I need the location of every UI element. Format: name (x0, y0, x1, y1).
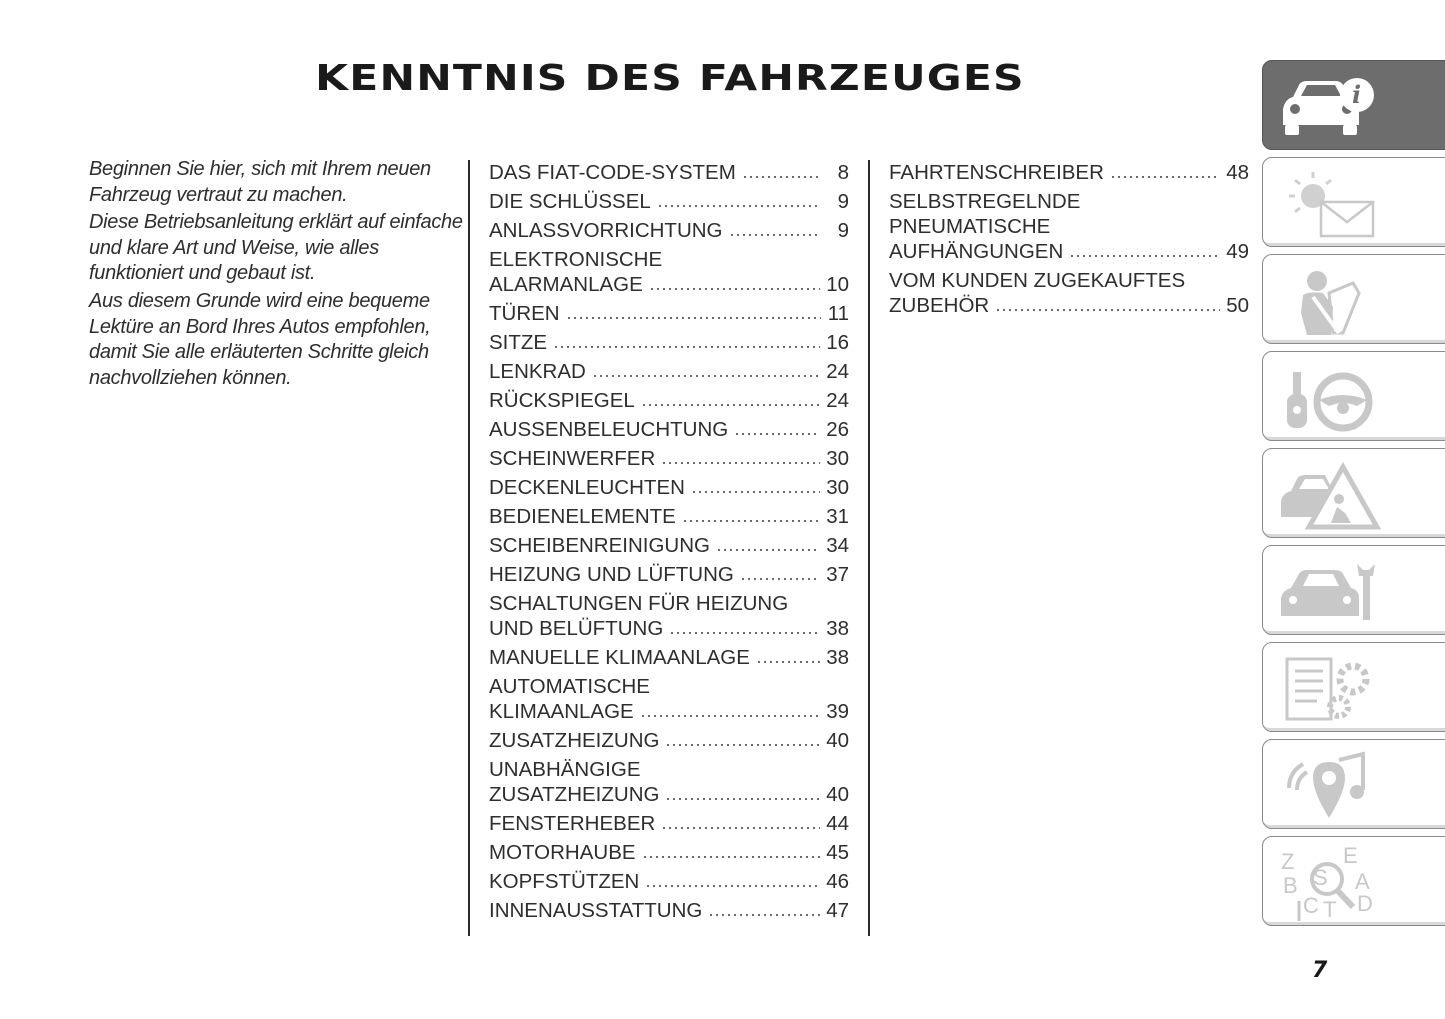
toc-entry-title-line: SELBSTREGELNDE (889, 190, 1081, 213)
toc-entry[interactable] (489, 811, 849, 836)
dot-leader (553, 346, 820, 348)
toc-entry[interactable] (489, 417, 849, 442)
dot-leader (708, 914, 820, 916)
toc-entry-label: KLIMAANLAGE (489, 700, 634, 723)
dot-leader (740, 578, 820, 580)
toc-entry-label: HEIZUNG UND LÜFTUNG (489, 563, 734, 586)
toc-entry-row (489, 898, 849, 923)
intro-paragraph: Diese Betriebsanleitung erklärt auf einfache und klare Art und Weise, wie alles funktioniert und gebaut ist. (89, 211, 463, 285)
toc-entry-label: MANUELLE KLIMAANLAGE (489, 646, 750, 669)
index-letter: A (1355, 869, 1370, 894)
toc-entry-label: KOPFSTÜTZEN (489, 870, 640, 893)
tab-knowledge-of-vehicle[interactable] (1262, 60, 1445, 150)
dot-leader (682, 520, 820, 522)
toc-entry-page: 48 (1226, 161, 1249, 184)
intro-text (89, 157, 464, 393)
toc-entry-row (889, 239, 1249, 264)
dot-leader (661, 462, 820, 464)
toc-entry-page: 38 (826, 646, 849, 669)
toc-entry-label: TÜREN (489, 302, 560, 325)
toc-entry[interactable] (489, 869, 849, 894)
toc-entry[interactable] (489, 189, 849, 214)
toc-entry-title-line: UNABHÄNGIGE (489, 758, 641, 781)
index-letter: T (1323, 897, 1337, 922)
column-divider (868, 160, 870, 936)
toc-entry-row (489, 562, 849, 587)
dot-leader (669, 632, 820, 634)
dot-leader (657, 205, 821, 207)
dot-leader (641, 404, 820, 406)
toc-entry[interactable] (489, 446, 849, 471)
toc-entry-label: DIE SCHLÜSSEL (489, 190, 651, 213)
toc-entry-row (489, 533, 849, 558)
toc-entry[interactable] (489, 475, 849, 500)
toc-entry[interactable] (489, 301, 849, 326)
toc-entry-page: 47 (826, 899, 849, 922)
toc-entry-page: 11 (827, 302, 849, 325)
toc-entry-row (489, 446, 849, 471)
index-letter: S (1313, 865, 1328, 890)
toc-entry-row (489, 189, 849, 214)
table-of-contents-column-2 (889, 160, 1249, 322)
dot-leader (1069, 255, 1220, 257)
toc-entry-page: 46 (826, 870, 849, 893)
dot-leader (665, 744, 820, 746)
toc-entry[interactable] (489, 728, 849, 753)
toc-entry[interactable] (889, 268, 1249, 318)
index-letter: Z (1281, 849, 1295, 874)
page-title: KENNTNIS DES FAHRZEUGES (315, 58, 1025, 99)
tab-starting-driving[interactable] (1262, 351, 1445, 441)
toc-entry-label: SCHEIBENREINIGUNG (489, 534, 710, 557)
technical-data-icon (1273, 651, 1383, 727)
toc-entry[interactable] (489, 533, 849, 558)
toc-entry-row (489, 782, 849, 807)
toc-entry-row (489, 160, 849, 185)
toc-entry[interactable] (489, 898, 849, 923)
toc-entry-page: 31 (826, 505, 849, 528)
toc-entry-title-line: AUTOMATISCHE (489, 675, 650, 698)
svg-text:i: i (1352, 80, 1362, 109)
dot-leader (716, 549, 820, 551)
tab-index[interactable] (1262, 836, 1445, 926)
dot-leader (566, 317, 821, 319)
column-divider (468, 160, 470, 936)
toc-entry-page: 8 (837, 161, 849, 184)
dot-leader (995, 309, 1220, 311)
toc-entry-label: ANLASSVORRICHTUNG (489, 219, 723, 242)
index-letter: B (1283, 873, 1298, 898)
index-icon (1273, 845, 1383, 925)
intro-paragraph: Beginnen Sie hier, sich mit Ihrem neuen Fahrzeug vertraut zu machen. (89, 158, 431, 206)
tab-technical-data[interactable] (1262, 642, 1445, 732)
toc-entry-row (489, 504, 849, 529)
toc-entry-page: 37 (826, 563, 849, 586)
toc-entry[interactable] (489, 840, 849, 865)
page-number: 7 (1312, 958, 1328, 983)
multimedia-icon (1273, 748, 1383, 824)
toc-entry-row (489, 475, 849, 500)
toc-entry[interactable] (489, 330, 849, 355)
dot-leader (649, 288, 820, 290)
toc-entry-page: 45 (826, 841, 849, 864)
toc-entry[interactable] (489, 218, 849, 243)
toc-entry-row (489, 330, 849, 355)
toc-entry-label: INNENAUSSTATTUNG (489, 899, 703, 922)
toc-entry-row (889, 293, 1249, 318)
tab-multimedia[interactable] (1262, 739, 1445, 829)
toc-entry-row (489, 699, 849, 724)
toc-entry-page: 26 (826, 418, 849, 441)
index-letter: E (1343, 845, 1358, 868)
emergency-car-icon (1273, 457, 1383, 533)
dot-leader (729, 234, 821, 236)
toc-entry-page: 24 (826, 389, 849, 412)
dot-leader (645, 885, 820, 887)
key-steering-wheel-icon (1273, 360, 1383, 436)
tab-safety[interactable] (1262, 254, 1445, 344)
toc-entry-row (489, 811, 849, 836)
toc-entry-page: 40 (826, 783, 849, 806)
dot-leader (642, 856, 821, 858)
toc-entry-page: 44 (826, 812, 849, 835)
toc-entry-row (489, 359, 849, 384)
dot-leader (756, 661, 820, 663)
toc-entry-row (489, 616, 849, 641)
car-info-icon (1273, 69, 1383, 145)
toc-entry[interactable] (489, 674, 849, 724)
toc-entry[interactable] (889, 189, 1249, 264)
toc-entry-row (489, 218, 849, 243)
warning-lights-messages-icon (1273, 166, 1383, 242)
toc-entry-page: 38 (826, 617, 849, 640)
index-letter: D (1357, 891, 1373, 916)
toc-entry-label: ZUSATZHEIZUNG (489, 783, 660, 806)
toc-entry[interactable] (489, 160, 849, 185)
toc-entry-page: 50 (1226, 294, 1249, 317)
car-maintenance-icon (1273, 554, 1383, 630)
toc-entry-label: FENSTERHEBER (489, 812, 656, 835)
toc-entry-row (489, 301, 849, 326)
toc-entry-page: 9 (837, 190, 849, 213)
toc-entry-label: FAHRTENSCHREIBER (889, 161, 1104, 184)
tab-warning-lights[interactable] (1262, 157, 1445, 247)
toc-entry-page: 10 (826, 273, 849, 296)
toc-entry-title-line: SCHALTUNGEN FÜR HEIZUNG (489, 592, 789, 615)
toc-entry[interactable] (489, 504, 849, 529)
dot-leader (640, 715, 820, 717)
toc-entry-row (489, 388, 849, 413)
toc-entry-page: 40 (826, 729, 849, 752)
intro-paragraph: Aus diesem Grunde wird eine bequeme Lektüre an Bord Ihres Autos empfohlen, damit Sie alle erläuterten Schritte gleich nachvollziehen können. (89, 289, 431, 389)
toc-entry[interactable] (489, 247, 849, 297)
toc-entry-label: ZUSATZHEIZUNG (489, 729, 660, 752)
toc-entry-row (489, 728, 849, 753)
toc-entry-page: 30 (826, 447, 849, 470)
toc-entry-page: 39 (826, 700, 849, 723)
toc-entry[interactable] (489, 757, 849, 807)
toc-entry-label: BEDIENELEMENTE (489, 505, 676, 528)
dot-leader (742, 176, 821, 178)
toc-entry-row (489, 840, 849, 865)
toc-entry-label: DAS FIAT-CODE-SYSTEM (489, 161, 736, 184)
toc-entry-page: 24 (826, 360, 849, 383)
toc-entry[interactable] (489, 591, 849, 641)
toc-entry-label: RÜCKSPIEGEL (489, 389, 635, 412)
dot-leader (734, 433, 820, 435)
toc-entry-label: LENKRAD (489, 360, 586, 383)
dot-leader (691, 491, 820, 493)
dot-leader (665, 798, 820, 800)
toc-entry-label: AUSSENBELEUCHTUNG (489, 418, 729, 441)
toc-entry-row (889, 160, 1249, 185)
toc-entry-label: AUFHÄNGUNGEN (889, 240, 1064, 263)
safety-seatbelt-icon (1273, 263, 1383, 339)
toc-entry[interactable] (889, 160, 1249, 185)
toc-entry-label: ZUBEHÖR (889, 294, 990, 317)
toc-entry[interactable] (489, 645, 849, 670)
toc-entry-page: 16 (826, 331, 849, 354)
toc-entry-row (489, 645, 849, 670)
toc-entry-title-line: PNEUMATISCHE (889, 215, 1051, 238)
toc-entry-row (489, 417, 849, 442)
toc-entry-label: UND BELÜFTUNG (489, 617, 664, 640)
toc-entry-label: MOTORHAUBE (489, 841, 636, 864)
toc-entry-title-line: ELEKTRONISCHE (489, 248, 663, 271)
toc-entry-page: 30 (826, 476, 849, 499)
toc-entry-page: 34 (826, 534, 849, 557)
tab-maintenance[interactable] (1262, 545, 1445, 635)
toc-entry-label: ALARMANLAGE (489, 273, 643, 296)
toc-entry-row (489, 272, 849, 297)
toc-entry-title-line: VOM KUNDEN ZUGEKAUFTES (889, 269, 1186, 292)
toc-entry-label: DECKENLEUCHTEN (489, 476, 685, 499)
dot-leader (1110, 176, 1220, 178)
dot-leader (661, 827, 820, 829)
toc-entry-label: SCHEINWERFER (489, 447, 656, 470)
toc-entry-label: SITZE (489, 331, 548, 354)
toc-entry[interactable] (489, 562, 849, 587)
toc-entry-page: 49 (1226, 240, 1249, 263)
toc-entry-row (489, 869, 849, 894)
dot-leader (592, 375, 820, 377)
tab-emergency[interactable] (1262, 448, 1445, 538)
index-letter: C (1303, 893, 1319, 918)
toc-entry[interactable] (489, 388, 849, 413)
toc-entry[interactable] (489, 359, 849, 384)
toc-entry-page: 9 (837, 219, 849, 242)
table-of-contents-column-1 (489, 160, 849, 927)
